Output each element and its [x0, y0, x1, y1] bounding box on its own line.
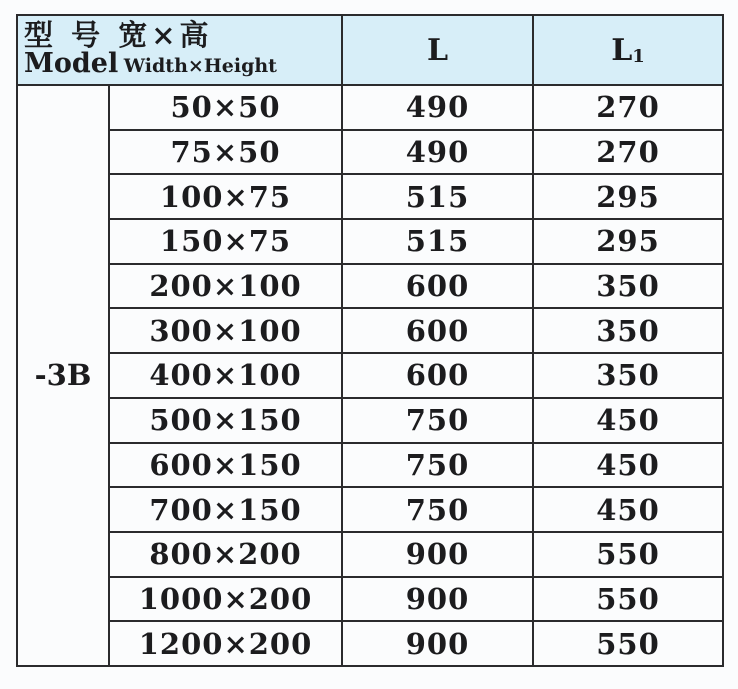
- L1-cell: 550: [533, 532, 723, 577]
- L-cell: 600: [342, 353, 533, 398]
- spec-table-container: [16, 14, 722, 665]
- spec-table: [16, 14, 724, 667]
- size-cell: 75×50: [109, 130, 342, 175]
- table-row: [17, 130, 723, 175]
- L1-cell: 270: [533, 130, 723, 175]
- L-cell: 750: [342, 398, 533, 443]
- table-row: [17, 264, 723, 309]
- L-cell: 750: [342, 487, 533, 532]
- col-L-header: L: [342, 15, 533, 85]
- L-cell: 490: [342, 85, 533, 130]
- size-cell: 200×100: [109, 264, 342, 309]
- model-size-header: [17, 15, 342, 85]
- table-row: [17, 174, 723, 219]
- L-cell: 600: [342, 264, 533, 309]
- size-cell: 600×150: [109, 443, 342, 488]
- model-header-en: Model: [24, 47, 119, 79]
- table-row: [17, 219, 723, 264]
- L1-cell: 450: [533, 487, 723, 532]
- L1-cell: 295: [533, 174, 723, 219]
- col-L1-header-sub: 1: [632, 45, 645, 67]
- table-row: [17, 85, 723, 130]
- L1-cell: 450: [533, 443, 723, 488]
- col-L1-header: [533, 15, 723, 85]
- size-cell: 700×150: [109, 487, 342, 532]
- L1-cell: 270: [533, 85, 723, 130]
- L-cell: 515: [342, 174, 533, 219]
- table-row: [17, 577, 723, 622]
- L-cell: 750: [342, 443, 533, 488]
- table-row: [17, 487, 723, 532]
- model-code-cell: -3B: [17, 85, 109, 666]
- L1-cell: 450: [533, 398, 723, 443]
- L1-cell: 550: [533, 577, 723, 622]
- L-cell: 515: [342, 219, 533, 264]
- size-cell: 100×75: [109, 174, 342, 219]
- table-row: [17, 353, 723, 398]
- L1-cell: 295: [533, 219, 723, 264]
- spec-table-body: [17, 85, 723, 666]
- table-row: [17, 398, 723, 443]
- L1-cell: 550: [533, 621, 723, 666]
- size-cell: 300×100: [109, 308, 342, 353]
- size-cell: 150×75: [109, 219, 342, 264]
- L-cell: 900: [342, 577, 533, 622]
- size-cell: 400×100: [109, 353, 342, 398]
- L-cell: 490: [342, 130, 533, 175]
- header-row: [17, 15, 723, 85]
- size-cell: 1000×200: [109, 577, 342, 622]
- table-row: [17, 621, 723, 666]
- table-row: [17, 443, 723, 488]
- L1-cell: 350: [533, 308, 723, 353]
- model-size-header-cn: 型 号 宽×高: [24, 17, 213, 52]
- L1-cell: 350: [533, 353, 723, 398]
- size-cell: 50×50: [109, 85, 342, 130]
- size-cell: 500×150: [109, 398, 342, 443]
- size-cell: 1200×200: [109, 621, 342, 666]
- L-cell: 900: [342, 621, 533, 666]
- col-L1-header-main: L: [611, 32, 633, 68]
- size-header-en: Width×Height: [123, 54, 277, 77]
- model-size-header-en: [24, 47, 341, 81]
- table-row: [17, 308, 723, 353]
- size-cell: 800×200: [109, 532, 342, 577]
- L1-cell: 350: [533, 264, 723, 309]
- L-cell: 900: [342, 532, 533, 577]
- L-cell: 600: [342, 308, 533, 353]
- table-row: [17, 532, 723, 577]
